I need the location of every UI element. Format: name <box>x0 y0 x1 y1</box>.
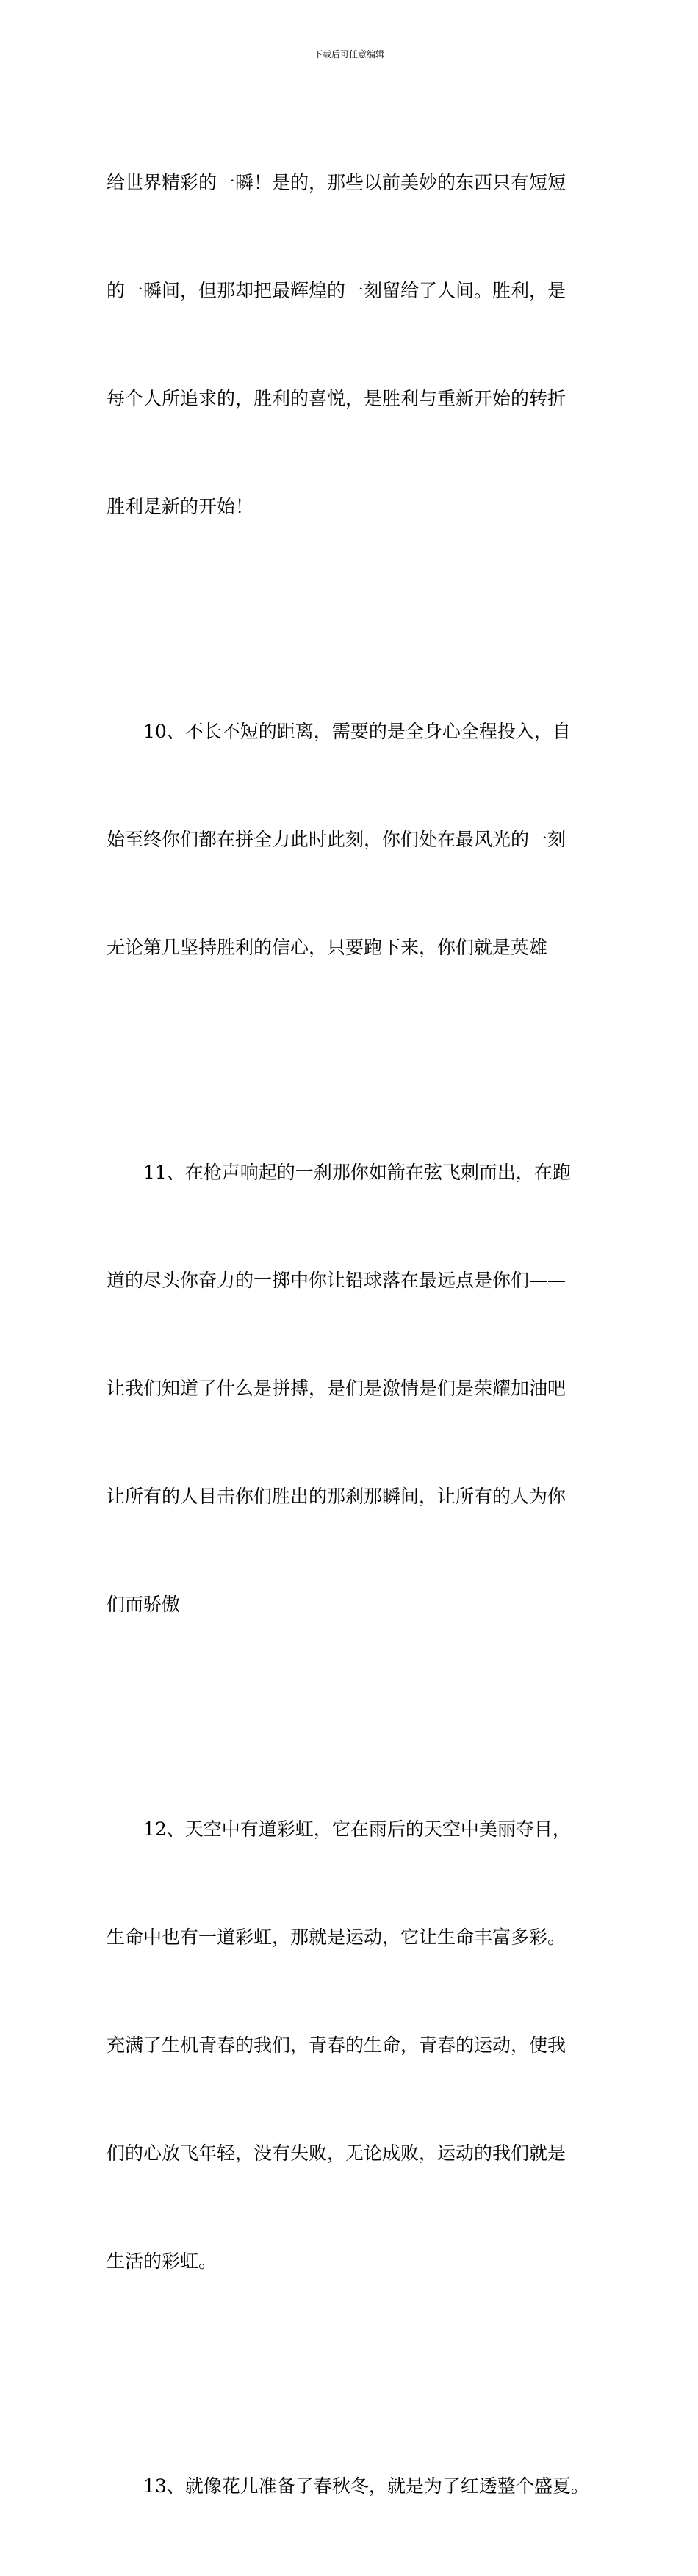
text-line: 始至终你们都在拼全力此时此刻，你们处在最风光的一刻 <box>107 829 566 850</box>
paragraph-spacer <box>107 2351 595 2396</box>
paragraph-spacer <box>107 1694 595 1739</box>
text-line: 10、不长不短的距离，需要的是全身心全程投入，自 <box>107 721 571 742</box>
paragraph-10 <box>107 641 595 1037</box>
paragraph-12 <box>107 1739 595 2351</box>
text-line: 充满了生机青春的我们，青春的生命，青春的运动，使我 <box>107 2034 566 2056</box>
paragraph-11 <box>107 1082 595 1694</box>
text-line: 给世界精彩的一瞬！是的，那些以前美妙的东西只有短短 <box>107 172 566 193</box>
document-body <box>107 93 595 2576</box>
paragraph-spacer <box>107 597 595 641</box>
text-line: 无论第几坚持胜利的信心，只要跑下来，你们就是英雄 <box>107 937 548 958</box>
text-line: 11、在枪声响起的一刹那你如箭在弦飞刺而出，在跑 <box>107 1162 571 1183</box>
text-line: 每个人所追求的，胜利的喜悦，是胜利与重新开始的转折 <box>107 388 566 409</box>
text-line: 12、天空中有道彩虹，它在雨后的天空中美丽夺目， <box>107 1818 571 1840</box>
text-line: 让我们知道了什么是拼搏，是们是激情是们是荣耀加油吧 <box>107 1378 566 1399</box>
text-line: 生命中也有一道彩虹，那就是运动，它让生命丰富多彩。 <box>107 1926 566 1948</box>
paragraph-13 <box>107 2396 595 2576</box>
text-line: 胜利是新的开始！ <box>107 496 254 517</box>
text-line: 让所有的人目击你们胜出的那刹那瞬间，让所有的人为你 <box>107 1486 566 1507</box>
text-line: 13、就像花儿准备了春秋冬，就是为了红透整个盛夏。 <box>107 2475 589 2497</box>
text-line: 生活的彩虹。 <box>107 2251 217 2272</box>
text-line: 道的尽头你奋力的一掷中你让铅球落在最远点是你们—— <box>107 1270 566 1291</box>
page-header: 下载后可任意编辑 <box>313 49 384 60</box>
paragraph-intro <box>107 93 595 597</box>
paragraph-spacer <box>107 1037 595 1082</box>
text-line: 们而骄傲 <box>107 1594 181 1615</box>
text-line: 们的心放飞年轻，没有失败，无论成败，运动的我们就是 <box>107 2143 566 2164</box>
text-line: 的一瞬间，但那却把最辉煌的一刻留给了人间。胜利，是 <box>107 280 566 301</box>
